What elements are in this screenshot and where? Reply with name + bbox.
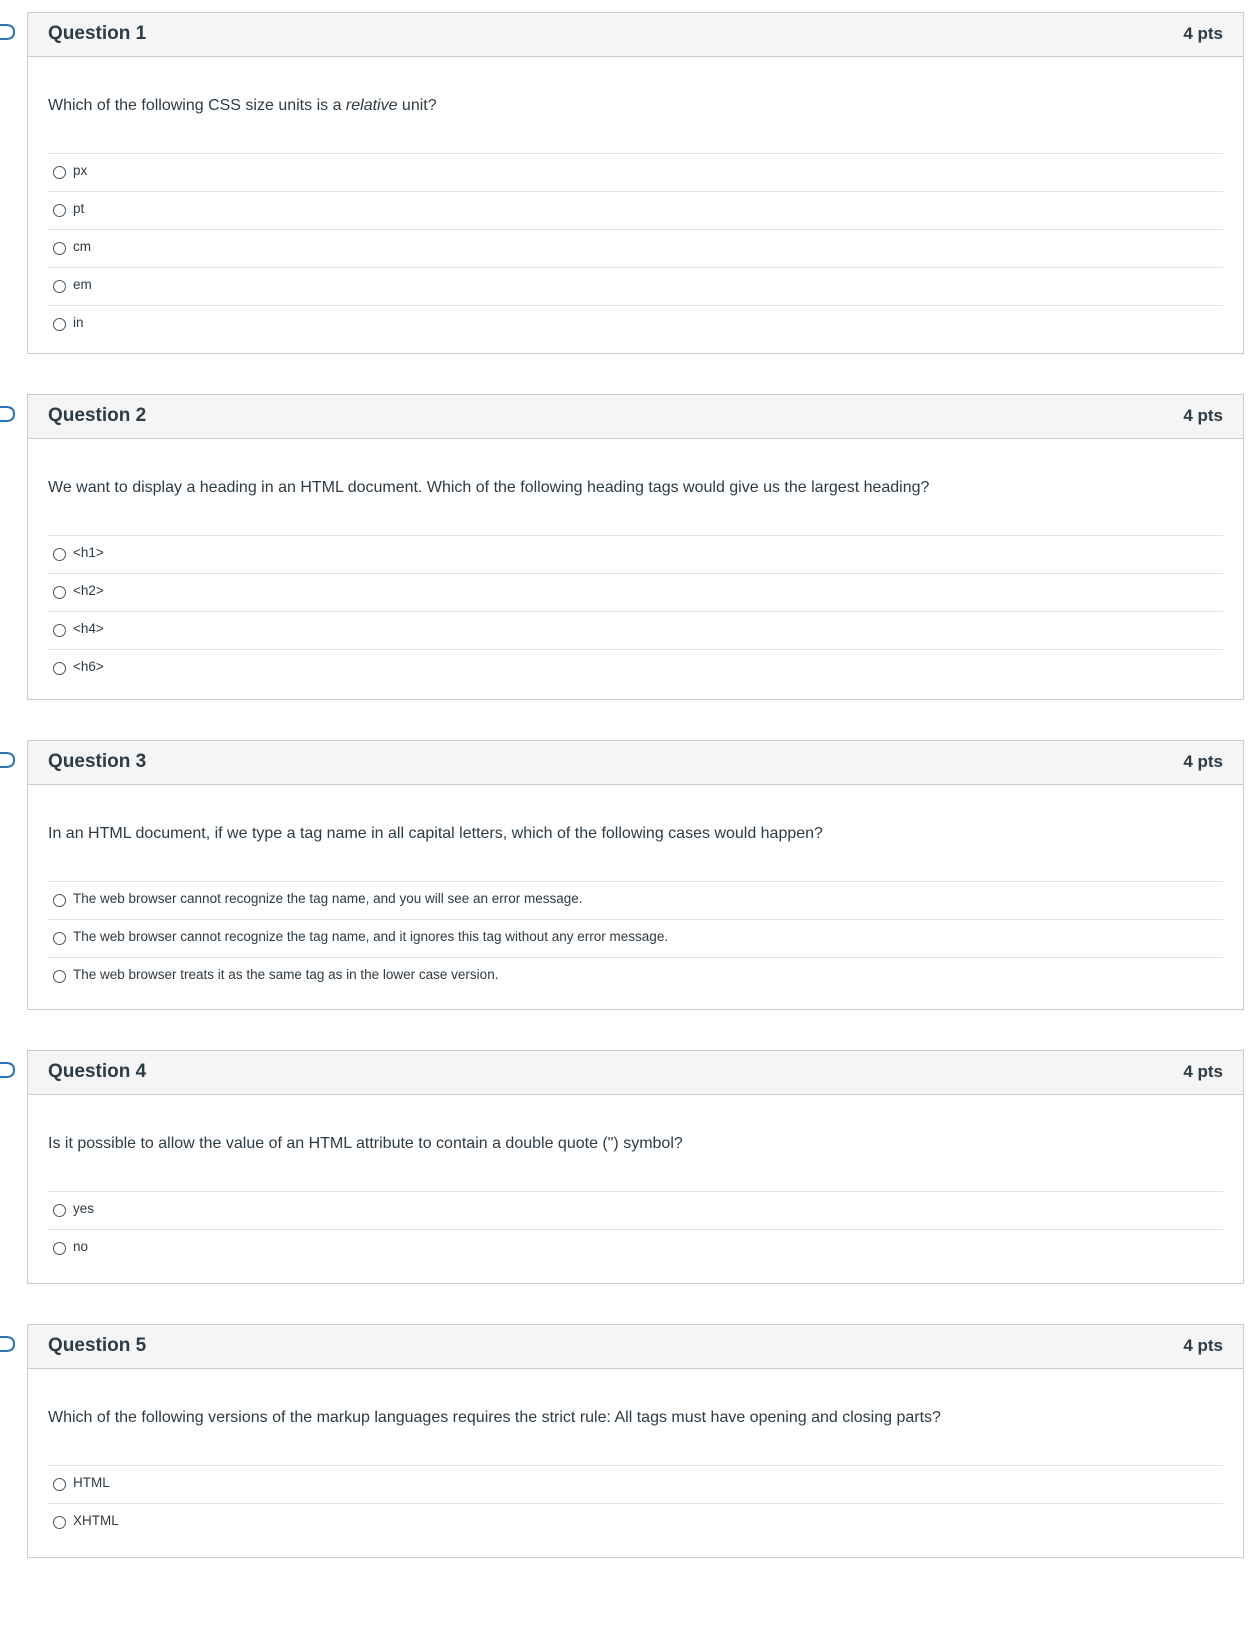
answer-option[interactable] [48, 305, 1223, 343]
question-points: 4 pts [1183, 752, 1223, 771]
answer-option[interactable] [48, 229, 1223, 267]
flag-question-icon[interactable] [0, 752, 16, 768]
question-points: 4 pts [1183, 1336, 1223, 1355]
radio-button[interactable] [53, 280, 66, 293]
question-text [48, 97, 437, 115]
answer-option[interactable] [48, 919, 1223, 957]
radio-button[interactable] [53, 318, 66, 331]
radio-button[interactable] [53, 662, 66, 675]
radio-button[interactable] [53, 1242, 66, 1255]
question-3 [27, 740, 1244, 1010]
answer-label: The web browser cannot recognize the tag name, and you will see an error message. [73, 891, 583, 906]
radio-button[interactable] [53, 586, 66, 599]
answer-list [48, 153, 1223, 343]
answer-label: px [73, 163, 88, 178]
question-text: In an HTML document, if we type a tag name in all capital letters, which of the following cases would happen? [48, 825, 823, 842]
answer-label: <h4> [73, 621, 104, 636]
radio-button[interactable] [53, 242, 66, 255]
answer-label: The web browser cannot recognize the tag name, and it ignores this tag without any error message. [73, 929, 669, 944]
answer-label: in [73, 315, 84, 330]
answer-label: <h6> [73, 659, 104, 674]
radio-button[interactable] [53, 1204, 66, 1217]
question-header [28, 1051, 1243, 1095]
answer-option[interactable] [48, 957, 1223, 995]
radio-button[interactable] [53, 932, 66, 945]
answer-list [48, 1191, 1223, 1267]
answer-option[interactable] [48, 1229, 1223, 1267]
radio-button[interactable] [53, 894, 66, 907]
question-5 [27, 1324, 1244, 1558]
question-title: Question 2 [48, 405, 147, 426]
radio-button[interactable] [53, 1478, 66, 1491]
answer-label: no [73, 1239, 89, 1254]
answer-list [48, 1465, 1223, 1541]
answer-option[interactable] [48, 649, 1223, 687]
flag-question-icon[interactable] [0, 1336, 16, 1352]
answer-option[interactable] [48, 611, 1223, 649]
question-title: Question 1 [48, 23, 147, 44]
question-title: Question 4 [48, 1061, 147, 1082]
answer-option[interactable] [48, 267, 1223, 305]
question-2 [27, 394, 1244, 700]
radio-button[interactable] [53, 624, 66, 637]
answer-option[interactable] [48, 881, 1223, 919]
flag-question-icon[interactable] [0, 1062, 16, 1078]
question-title: Question 3 [48, 751, 147, 772]
radio-button[interactable] [53, 204, 66, 217]
question-1 [27, 12, 1244, 354]
question-header [28, 13, 1243, 57]
answer-label: em [73, 277, 92, 292]
question-text: We want to display a heading in an HTML document. Which of the following heading tags would give us the largest heading? [48, 479, 930, 496]
answer-option[interactable] [48, 535, 1223, 573]
question-4 [27, 1050, 1244, 1284]
question-header [28, 741, 1243, 785]
question-title: Question 5 [48, 1335, 147, 1356]
answer-list [48, 535, 1223, 687]
radio-button[interactable] [53, 1516, 66, 1529]
answer-label: The web browser treats it as the same tag as in the lower case version. [73, 967, 499, 982]
question-text-emphasis: relative [345, 97, 398, 114]
question-text-part: unit? [397, 97, 437, 114]
question-text: Which of the following versions of the markup languages requires the strict rule: All tags must have opening and closing parts? [48, 1409, 941, 1426]
answer-option[interactable] [48, 153, 1223, 191]
radio-button[interactable] [53, 548, 66, 561]
answer-list [48, 881, 1223, 995]
question-points: 4 pts [1183, 1062, 1223, 1081]
answer-label: <h2> [73, 583, 104, 598]
answer-option[interactable] [48, 1191, 1223, 1229]
answer-option[interactable] [48, 1465, 1223, 1503]
answer-label: cm [73, 239, 91, 254]
radio-button[interactable] [53, 970, 66, 983]
answer-option[interactable] [48, 191, 1223, 229]
radio-button[interactable] [53, 166, 66, 179]
answer-label: yes [73, 1201, 95, 1216]
answer-option[interactable] [48, 1503, 1223, 1541]
answer-label: <h1> [73, 545, 104, 560]
question-points: 4 pts [1183, 24, 1223, 43]
answer-option[interactable] [48, 573, 1223, 611]
flag-question-icon[interactable] [0, 24, 16, 40]
question-text: Is it possible to allow the value of an HTML attribute to contain a double quote (") symbol? [48, 1135, 683, 1152]
question-header [28, 1325, 1243, 1369]
answer-label: HTML [73, 1475, 110, 1490]
answer-label: XHTML [73, 1513, 119, 1528]
flag-question-icon[interactable] [0, 406, 16, 422]
question-points: 4 pts [1183, 406, 1223, 425]
answer-label: pt [73, 201, 85, 216]
question-header [28, 395, 1243, 439]
question-text-part: Which of the following CSS size units is a [48, 97, 346, 114]
